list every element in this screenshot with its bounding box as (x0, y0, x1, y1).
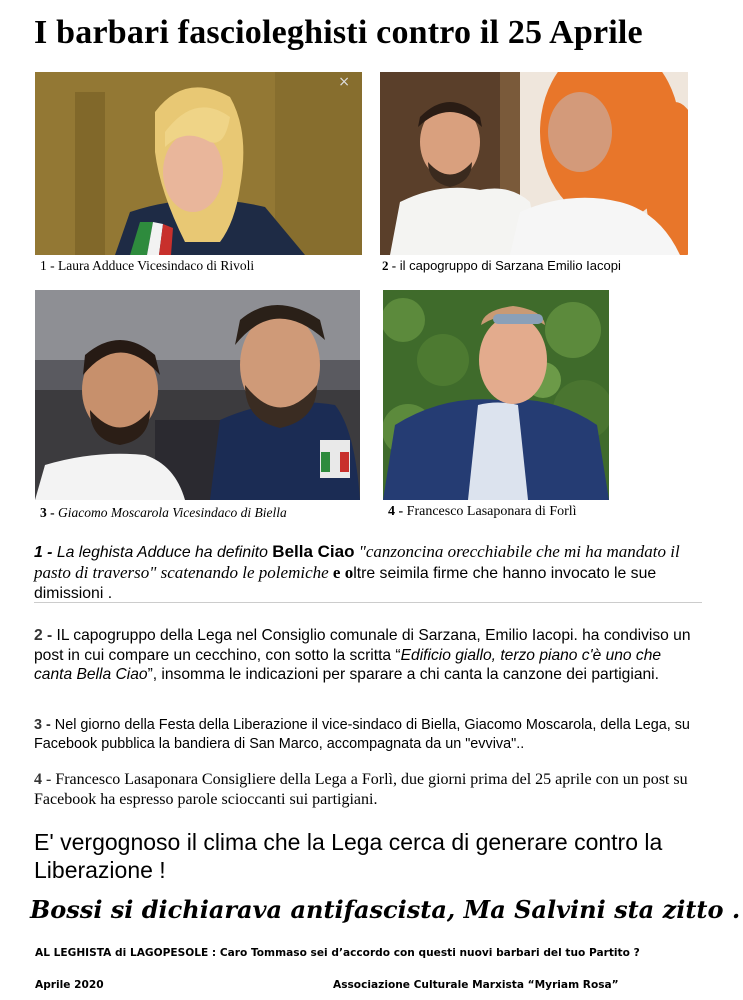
paragraph-number: 1 - (34, 544, 53, 561)
caption-3 (40, 505, 287, 521)
photo-giacomo-moscarola (35, 290, 360, 500)
paragraph-quote: Edificio giallo, terzo piano c'è uno che canta Bella Ciao (34, 646, 662, 683)
caption-text: Laura Adduce Vicesindaco di Rivoli (58, 258, 255, 273)
paragraph-1 (34, 542, 706, 604)
paragraph-number: 3 - (34, 717, 51, 733)
closing-statement: E' vergognoso il clima che la Lega cerca di generare contro la Liberazione ! (34, 829, 663, 883)
caption-1 (40, 258, 254, 274)
paragraph-intro: La leghista Adduce ha definito (56, 544, 273, 561)
paragraph-text: Francesco Lasaponara Consigliere della Lega a Forlì, due giorni prima del 25 aprile con un post su Facebook ha espresso parole scioccanti sui partigiani. (34, 771, 688, 808)
slogan: Bossi si dichiarava antifascista, Ma Salvini sta zitto . (30, 895, 741, 924)
caption-text: il capogruppo di Sarzana Emilio Iacopi (399, 258, 621, 273)
paragraph-2 (34, 626, 696, 685)
paragraph-conjunction: e o (328, 563, 354, 582)
caption-2 (382, 258, 621, 274)
caption-text: Francesco Lasaponara di Forlì (406, 504, 577, 519)
caption-text: Giacomo Moscarola Vicesindaco di Biella (58, 505, 287, 520)
paragraph-rest: ltre seimila firme che hanno invocato le sue dimissioni . (34, 565, 657, 602)
divider (34, 602, 702, 603)
song-title: Bella Ciao (272, 542, 355, 561)
paragraph-number: 2 - (34, 627, 53, 644)
photo-emilio-iacopi (380, 72, 688, 255)
caption-number: 3 - (40, 505, 55, 520)
close-icon[interactable]: × (338, 74, 350, 90)
paragraph-text: Nel giorno della Festa della Liberazione il vice-sindaco di Biella, Giacomo Moscarola, della Lega, su Facebook pubblica la bandiera di San Marco, accompagnata da un "evviva".. (34, 717, 690, 752)
photo-francesco-lasaponara (383, 290, 609, 500)
caption-number: 1 - (40, 258, 55, 273)
paragraph-3 (34, 716, 714, 754)
caption-4 (388, 504, 577, 520)
caption-number: 2 - (382, 258, 397, 273)
photo-laura-adduce (35, 72, 362, 255)
paragraph-4 (34, 770, 694, 810)
appeal-line: AL LEGHISTA di LAGOPESOLE : Caro Tommaso sei d’accordo con questi nuovi barbari del tuo Partito ? (35, 947, 640, 959)
footer-date: Aprile 2020 (35, 979, 104, 991)
paragraph-text-a: IL capogruppo della Lega nel Consiglio comunale di Sarzana, Emilio Iacopi. ha condiviso un post in cui compare un cecchino, con sotto la scritta “ (34, 627, 691, 664)
paragraph-quote: "canzoncina orecchiabile che mi ha mandato il pasto di traverso" scatenando le polemiche (34, 542, 680, 582)
caption-number: 4 - (388, 504, 404, 519)
paragraph-text-b: ”, insomma le indicazioni per sparare a chi canta la canzone dei partigiani. (147, 666, 659, 683)
paragraph-number: 4 - (34, 771, 52, 788)
footer-association: Associazione Culturale Marxista “Myriam Rosa” (333, 979, 619, 991)
page-title: I barbari fascioleghisti contro il 25 Aprile (34, 14, 643, 51)
